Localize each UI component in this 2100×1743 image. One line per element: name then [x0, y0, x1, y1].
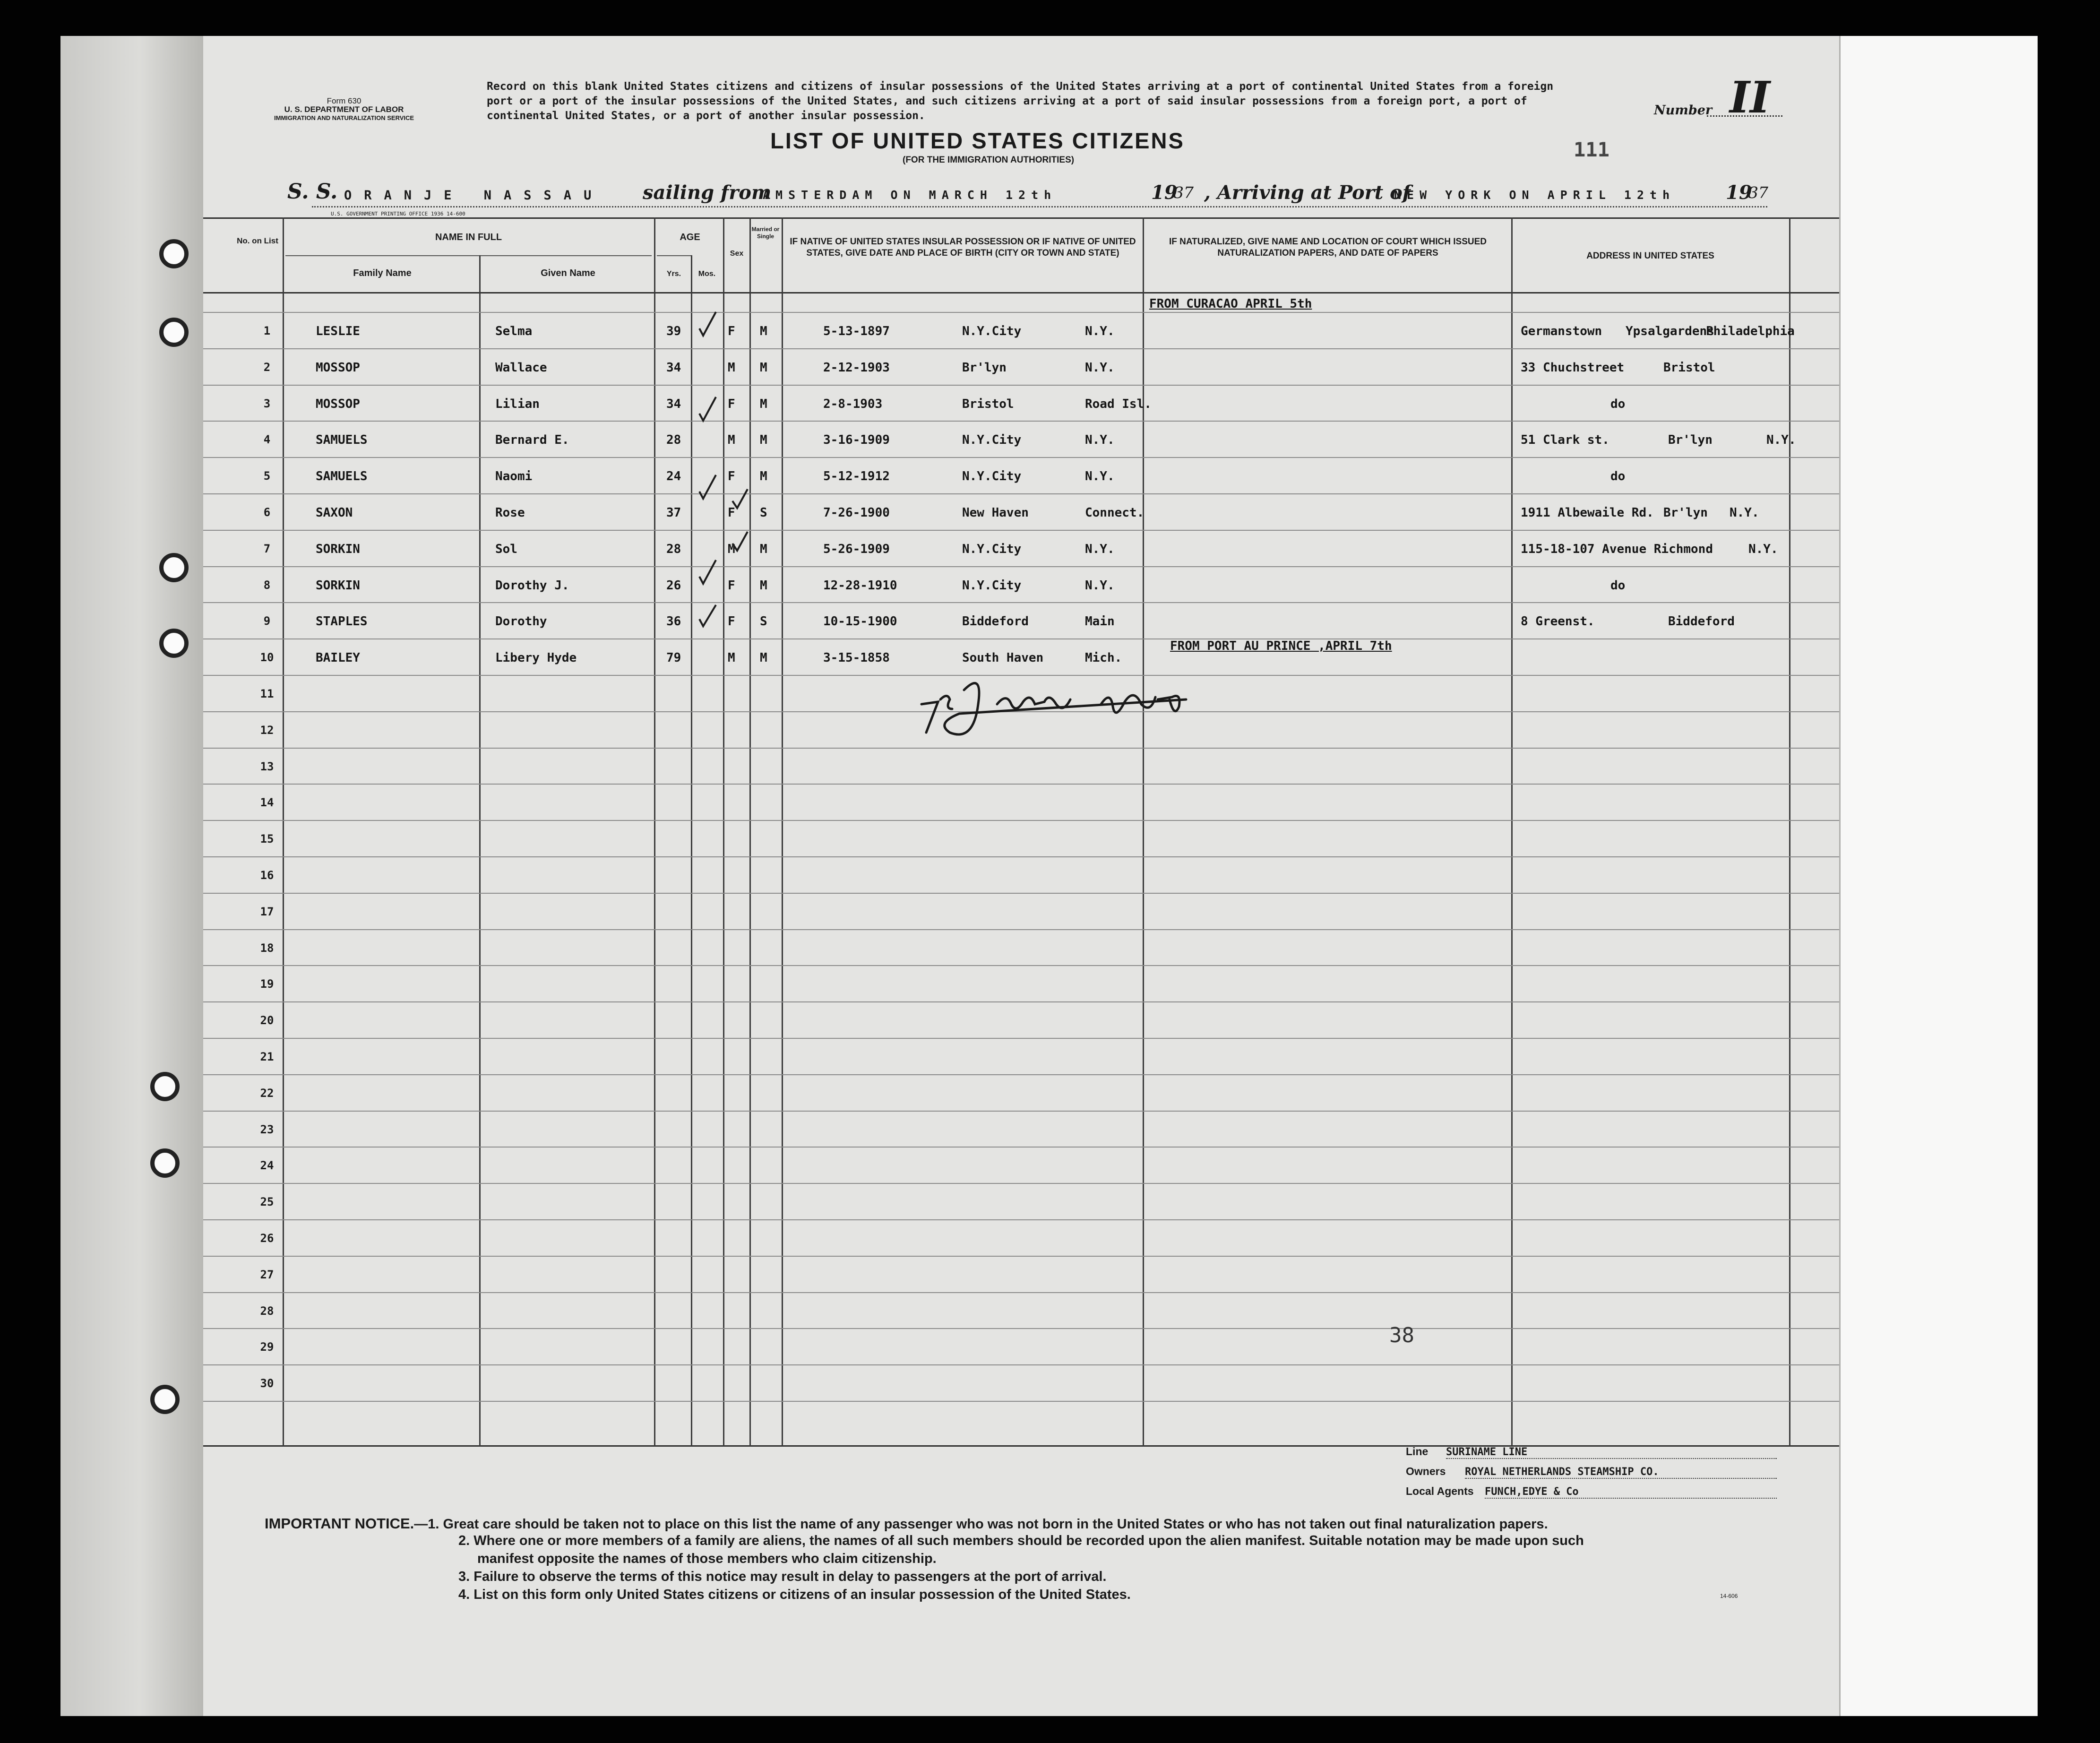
row-number: 17 — [260, 905, 274, 918]
row-number: 2 — [263, 361, 271, 374]
row-number: 8 — [263, 578, 271, 592]
given-name: Lilian — [495, 397, 540, 411]
curacao-note: FROM CURACAO APRIL 5th — [1149, 297, 1312, 311]
sex: F — [728, 506, 735, 520]
given-name: Libery Hyde — [495, 651, 577, 665]
printer-note: U.S. GOVERNMENT PRINTING OFFICE 1936 14-600 — [331, 211, 465, 217]
header-given: Given Name — [541, 268, 595, 278]
row-rule — [203, 929, 1839, 930]
row-number: 3 — [263, 397, 271, 410]
arriving-label: , Arriving at Port of — [1204, 181, 1411, 204]
address-street: 115-18-107 Avenue Richmond — [1521, 542, 1713, 556]
marital-status: M — [760, 324, 767, 338]
marital-status: S — [760, 614, 767, 629]
row-rule — [203, 348, 1839, 349]
birth-state: N.Y. — [1085, 361, 1115, 375]
family-name: SAMUELS — [316, 469, 368, 483]
address-city: do — [1610, 578, 1626, 593]
row-rule — [203, 1147, 1839, 1148]
voyage-underline — [312, 206, 1767, 207]
family-name: BAILEY — [316, 651, 360, 665]
owners-value: ROYAL NETHERLANDS STEAMSHIP CO. — [1465, 1466, 1777, 1479]
row-number: 1 — [263, 324, 271, 337]
age-years: 37 — [666, 506, 681, 520]
header-naturalized: IF NATURALIZED, GIVE NAME AND LOCATION OF COURT WHICH ISSUED NATURALIZATION PAPERS, AND DATE OF PAPERS — [1169, 237, 1487, 258]
row-number: 11 — [260, 687, 274, 700]
address-state: Philadelphia — [1706, 324, 1795, 338]
age-years: 28 — [666, 542, 681, 556]
age-years: 34 — [666, 397, 681, 411]
col-rule — [782, 217, 783, 1446]
sex: F — [728, 324, 735, 338]
header-married: Married or Single — [751, 226, 780, 240]
row-rule — [203, 530, 1839, 531]
row-rule — [203, 1256, 1839, 1257]
row-rule — [203, 1183, 1839, 1184]
notice-1: —1. Great care should be taken not to place on this list the name of any passenger who was not born in the United States or who has not taken out final naturalization papers. — [414, 1517, 1548, 1532]
birth-state: N.Y. — [1085, 324, 1115, 338]
family-name: MOSSOP — [316, 361, 360, 375]
row-number: 30 — [260, 1377, 274, 1390]
row-rule — [203, 1038, 1839, 1039]
marital-status: M — [760, 651, 767, 665]
notice-2: 2. Where one or more members of a family are aliens, the names of all such members should be recorded upon the alien manifest. Suitable notation may be made upon such — [458, 1533, 1584, 1548]
row-rule — [203, 1292, 1839, 1293]
row-rule — [203, 1219, 1839, 1220]
notice-4: 4. List on this form only United States citizens or citizens of an insular possession of the United States. — [458, 1587, 1131, 1602]
binder-hole — [150, 1385, 180, 1414]
birth-city: N.Y.City — [962, 542, 1022, 556]
notice-label: IMPORTANT NOTICE. — [265, 1515, 414, 1532]
agents-label: Local Agents — [1406, 1485, 1474, 1497]
given-name: Naomi — [495, 469, 533, 483]
col-rule — [479, 255, 481, 1446]
ship-name: ORANJE NASSAU — [344, 188, 604, 203]
row-rule — [203, 1001, 1839, 1002]
line-value: SURINAME LINE — [1446, 1446, 1777, 1459]
table-header-rule — [203, 292, 1839, 293]
birth-date: 12-28-1910 — [823, 578, 897, 593]
row-number: 14 — [260, 796, 274, 809]
page-edge — [1839, 36, 2038, 1716]
binder-hole — [159, 239, 189, 268]
birth-date: 5-26-1909 — [823, 542, 890, 556]
row-number: 6 — [263, 506, 271, 519]
col-rule — [654, 217, 655, 1446]
sex: M — [728, 651, 735, 665]
birth-state: Road Isl. — [1085, 397, 1152, 411]
tick-mark — [732, 532, 748, 551]
birth-city: Biddeford — [962, 614, 1029, 629]
birth-state: N.Y. — [1085, 433, 1115, 447]
row-rule — [203, 385, 1839, 386]
family-name: SAMUELS — [316, 433, 368, 447]
birth-date: 5-12-1912 — [823, 469, 890, 483]
sailing-label: sailing from — [643, 181, 772, 204]
given-name: Dorothy J. — [495, 578, 569, 593]
address-state: N.Y. — [1748, 542, 1778, 556]
year-label-2: 19 — [1726, 181, 1752, 204]
inspector-signature — [912, 652, 1252, 756]
age-years: 26 — [666, 578, 681, 593]
birth-city: N.Y.City — [962, 469, 1022, 483]
sex: F — [728, 469, 735, 483]
notice-3: 3. Failure to observe the terms of this notice may result in delay to passengers at the port of arrival. — [458, 1569, 1107, 1584]
row-number: 7 — [263, 542, 271, 555]
tick-mark — [699, 560, 716, 584]
address-city: Br'lyn — [1668, 433, 1713, 447]
tick-mark — [699, 605, 716, 626]
address-state: N.Y. — [1766, 433, 1796, 447]
address-street: 1911 Albewaile Rd. — [1521, 506, 1654, 520]
given-name: Sol — [495, 542, 517, 556]
row-rule — [203, 312, 1839, 313]
row-number: 29 — [260, 1340, 274, 1354]
tick-mark — [699, 475, 716, 499]
birth-state: N.Y. — [1085, 542, 1115, 556]
binder-hole — [159, 629, 189, 658]
row-rule — [203, 421, 1839, 422]
marital-status: M — [760, 361, 767, 375]
age-years: 28 — [666, 433, 681, 447]
age-years: 36 — [666, 614, 681, 629]
page-subtitle: (FOR THE IMMIGRATION AUTHORITIES) — [903, 155, 1075, 165]
family-name: SAXON — [316, 506, 353, 520]
address-city: Biddeford — [1668, 614, 1735, 629]
col-rule — [1789, 217, 1790, 1446]
marital-status: M — [760, 542, 767, 556]
birth-state: N.Y. — [1085, 469, 1115, 483]
manifest-form — [203, 36, 1839, 1716]
birth-date: 2-8-1903 — [823, 397, 883, 411]
row-rule — [203, 602, 1839, 603]
row-rule — [203, 1074, 1839, 1075]
family-name: SORKIN — [316, 542, 360, 556]
birth-date: 3-16-1909 — [823, 433, 890, 447]
header-name: NAME IN FULL — [435, 232, 502, 242]
age-years: 79 — [666, 651, 681, 665]
departure-port: AMSTERDAM ON MARCH 12th — [763, 188, 1057, 202]
form-number: Form 630 — [327, 96, 361, 105]
family-name: LESLIE — [316, 324, 360, 338]
row-number: 27 — [260, 1268, 274, 1281]
address-state: N.Y. — [1730, 506, 1759, 520]
birth-state: Connect. — [1085, 506, 1145, 520]
address-city: do — [1610, 469, 1626, 483]
row-number: 13 — [260, 760, 274, 773]
address-city: Br'lyn — [1663, 506, 1708, 520]
birth-date: 7-26-1900 — [823, 506, 890, 520]
address-street: 8 Greenst. — [1521, 614, 1595, 629]
sex: F — [728, 578, 735, 593]
arrival-port: NEW YORK ON APRIL 12th — [1394, 188, 1676, 202]
list-number: II — [1730, 72, 1771, 123]
row-rule — [203, 1401, 1839, 1402]
family-name: MOSSOP — [316, 397, 360, 411]
row-number: 26 — [260, 1232, 274, 1245]
header-birth: IF NATIVE OF UNITED STATES INSULAR POSSESSION OR IF NATIVE OF UNITED STATES, GIVE DATE AND PLACE OF BIRTH (CITY OR TOWN AND STATE) — [790, 237, 1136, 258]
row-rule — [203, 1364, 1839, 1365]
row-number: 9 — [263, 614, 271, 628]
row-rule — [203, 820, 1839, 821]
row-number: 5 — [263, 469, 271, 483]
row-number: 12 — [260, 724, 274, 737]
age-years: 34 — [666, 361, 681, 375]
given-name: Bernard E. — [495, 433, 569, 447]
owners-label: Owners — [1406, 1465, 1446, 1477]
row-number: 16 — [260, 869, 274, 882]
stamp-number: 111 — [1574, 138, 1609, 161]
table-top-rule — [203, 217, 1839, 219]
header-sex: Sex — [730, 250, 744, 258]
page-count: 38 — [1389, 1323, 1414, 1347]
address-city: Bristol — [1663, 361, 1715, 375]
marital-status: M — [760, 433, 767, 447]
col-rule — [283, 217, 284, 1446]
birth-city: N.Y.City — [962, 433, 1022, 447]
important-notice — [265, 1515, 1548, 1532]
marital-status: M — [760, 469, 767, 483]
sex: M — [728, 361, 735, 375]
departure-year: 37 — [1174, 183, 1194, 202]
binder-hole — [159, 553, 189, 582]
service: IMMIGRATION AND NATURALIZATION SERVICE — [274, 114, 414, 121]
marital-status: M — [760, 578, 767, 593]
header-yrs: Yrs. — [666, 270, 681, 278]
year-label: 19 — [1151, 181, 1178, 204]
notice-2b: manifest opposite the names of those members who claim citizenship. — [477, 1551, 937, 1566]
sex: M — [728, 433, 735, 447]
agents-value: FUNCH,EDYE & Co — [1485, 1486, 1777, 1499]
row-rule — [203, 1111, 1839, 1112]
form-instructions: Record on this blank United States citizens and citizens of insular possessions of the United States arriving at a port of continental United States from a foreign port or a port of the insular possessions of the United States, and such citizens arriving at a port of said insular possessions from a foreign port, a port of continental United States, or a port of another insular possession. — [487, 80, 1554, 122]
age-years: 24 — [666, 469, 681, 483]
line-label: Line — [1406, 1445, 1429, 1458]
row-number: 25 — [260, 1195, 274, 1208]
birth-date: 2-12-1903 — [823, 361, 890, 375]
binder-hole — [150, 1148, 180, 1178]
address-street: 51 Clark st. — [1521, 433, 1609, 447]
family-name: SORKIN — [316, 578, 360, 593]
given-name: Dorothy — [495, 614, 547, 629]
birth-city: South Haven — [962, 651, 1044, 665]
marital-status: S — [760, 506, 767, 520]
header-age: AGE — [680, 232, 700, 242]
row-number: 4 — [263, 433, 271, 446]
sex: F — [728, 614, 735, 629]
tick-mark — [699, 312, 716, 336]
given-name: Rose — [495, 506, 525, 520]
birth-state: N.Y. — [1085, 578, 1115, 593]
header-mos: Mos. — [698, 270, 716, 278]
address-city: do — [1610, 397, 1626, 411]
form-id-block — [274, 97, 414, 122]
department: U. S. DEPARTMENT OF LABOR — [284, 105, 404, 114]
birth-city: Br'lyn — [962, 361, 1007, 375]
sex: F — [728, 397, 735, 411]
age-years: 39 — [666, 324, 681, 338]
row-number: 18 — [260, 941, 274, 955]
birth-date: 10-15-1900 — [823, 614, 897, 629]
row-number: 20 — [260, 1014, 274, 1027]
header-address: ADDRESS IN UNITED STATES — [1586, 251, 1714, 261]
port-au-prince-note: FROM PORT AU PRINCE ,APRIL 7th — [1170, 639, 1392, 653]
row-number: 23 — [260, 1123, 274, 1136]
given-name: Selma — [495, 324, 533, 338]
tick-mark — [699, 397, 716, 421]
tick-mark — [732, 489, 748, 508]
row-number: 21 — [260, 1050, 274, 1063]
row-rule — [203, 1328, 1839, 1329]
address-city: Ypsalgardens — [1626, 324, 1714, 338]
form-code: 14-606 — [1720, 1593, 1738, 1599]
ss-label: S. S. — [287, 180, 338, 204]
col-rule — [1511, 217, 1513, 1446]
age-subrule — [657, 255, 691, 256]
birth-state: Mich. — [1085, 651, 1122, 665]
row-rule — [203, 493, 1839, 494]
row-number: 15 — [260, 832, 274, 846]
address-street: Germanstown — [1521, 324, 1602, 338]
marital-status: M — [760, 397, 767, 411]
birth-city: N.Y.City — [962, 324, 1022, 338]
row-rule — [203, 856, 1839, 857]
birth-city: N.Y.City — [962, 578, 1022, 593]
birth-date: 5-13-1897 — [823, 324, 890, 338]
row-number: 24 — [260, 1159, 274, 1172]
checkmark-annotations — [666, 302, 780, 662]
binder-strip — [60, 36, 207, 1716]
birth-date: 3-15-1858 — [823, 651, 890, 665]
row-rule — [203, 784, 1839, 785]
binder-hole — [150, 1072, 180, 1101]
row-rule — [203, 566, 1839, 567]
row-number: 28 — [260, 1304, 274, 1318]
name-subrule — [285, 255, 652, 256]
header-no: No. on List — [237, 236, 278, 245]
row-number: 19 — [260, 977, 274, 991]
birth-state: Main — [1085, 614, 1115, 629]
family-name: STAPLES — [316, 614, 368, 629]
sex: M — [728, 542, 735, 556]
birth-city: New Haven — [962, 506, 1029, 520]
address-street: 33 Chuchstreet — [1521, 361, 1625, 375]
row-number: 10 — [260, 651, 274, 664]
header-family: Family Name — [353, 268, 412, 278]
given-name: Wallace — [495, 361, 547, 375]
arrival-year: 37 — [1748, 183, 1768, 202]
row-number: 22 — [260, 1087, 274, 1100]
birth-city: Bristol — [962, 397, 1014, 411]
row-rule — [203, 457, 1839, 458]
number-label: Number — [1654, 103, 1713, 118]
row-rule — [203, 893, 1839, 894]
page-title: LIST OF UNITED STATES CITIZENS — [770, 128, 1185, 153]
row-rule — [203, 965, 1839, 966]
binder-hole — [159, 318, 189, 347]
